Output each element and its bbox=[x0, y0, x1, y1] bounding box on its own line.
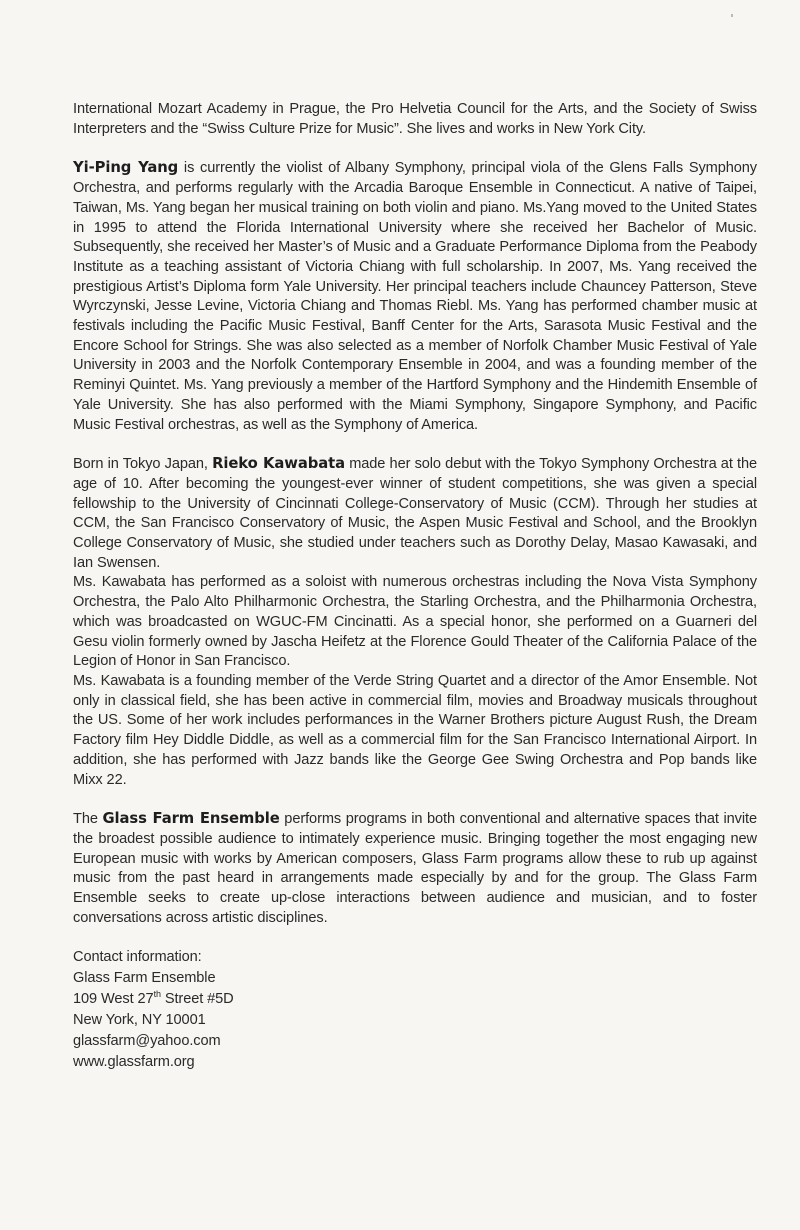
kawabata-bio-paragraph-1 bbox=[73, 454, 757, 573]
street-rest: Street #5D bbox=[160, 991, 234, 1008]
contact-org: Glass Farm Ensemble bbox=[73, 970, 216, 987]
ensemble-name: Glass Farm Ensemble bbox=[102, 810, 280, 828]
contact-city: New York, NY 10001 bbox=[73, 1012, 206, 1029]
page-mark bbox=[731, 14, 733, 17]
kawabata-bio-paragraph-3 bbox=[73, 672, 757, 790]
kawabata-lead: Born in Tokyo Japan, bbox=[73, 456, 213, 473]
yang-bio-text: is currently the violist of Albany Symphony, principal viola of the Glens Falls Symphony Orchestra, and performs regularly with the Arcadia Baroque Ensemble in Connecticut. A native of Taipei, Taiwan, Ms. Yang began her musical training on both violin and piano. Ms.Yang moved to the United States in 1995 to attend the Florida International University where she received her Bachelor of Music. Subsequently, she received her Master’s of Music and a Graduate Performance Diploma from the Peabody Institute as a teaching assistant of Victoria Chiang with full scholarship. In 2007, Ms. Yang received the prestigious Artist’s Diploma form Yale University. Her principal teachers include Chauncey Patterson, Steve Wyrczynski, Jesse Levine, Victoria Chiang and Thomas Riebl. Ms. Yang has performed chamber music at festivals including the Pacific Music Festival, Banff Center for the Arts, Sarasota Music Festival and the Encore School for Strings. She was also selected as a member of Norfolk Chamber Music Festival of Yale University in 2003 and the Norfolk Contemporary Ensemble in 2004, and was a founding member of the Reminyi Quintet. Ms. Yang previously a member of the Hartford Symphony and the Hindemith Ensemble of Yale University. She has also performed with the Miami Symphony, Singapore Symphony, and Pacific Music Festival orchestras, as well as the Symphony of America. bbox=[73, 160, 757, 433]
intro-text: International Mozart Academy in Prague, the Pro Helvetia Council for the Arts, and the Society of Swiss Interpreters and the “Swiss Culture Prize for Music”. She lives and works in New York City. bbox=[73, 101, 757, 137]
ensemble-lead: The bbox=[73, 811, 103, 828]
contact-website[interactable]: www.glassfarm.org bbox=[73, 1054, 195, 1071]
kawabata-bio-text-3: Ms. Kawabata is a founding member of the Verde String Quartet and a director of the Amor Ensemble. Not only in classical field, she has been active in commercial film, movies and Broadway musicals throughout the US. Some of her work includes performances in the Warner Brothers picture August Rush, the Dream Factory film Hey Diddle Diddle, as well as a commercial film for the San Francisco International Airport. In addition, she has performed with Jazz bands like the George Gee Swing Orchestra and Pop bands like Mixx 22. bbox=[73, 672, 757, 788]
street-suffix: th bbox=[153, 989, 161, 1000]
kawabata-bio-text-1: made her solo debut with the Tokyo Symphony Orchestra at the age of 10. After becoming the youngest-ever winner of student competitions, she was given a special fellowship to the University of Cincinnati College-Conservatory of Music (CCM). Through her studies at CCM, the San Francisco Conservatory of Music, the Aspen Music Festival and School, and the Brooklyn College Conservatory of Music, she studied under teachers such as Dorothy Delay, Masao Kawasaki, and Ian Swensen. bbox=[73, 456, 758, 571]
contact-street bbox=[73, 989, 757, 1010]
street-number: 109 West 27 bbox=[73, 991, 154, 1008]
yang-name: Yi-Ping Yang bbox=[73, 159, 179, 177]
ensemble-paragraph bbox=[73, 809, 757, 928]
ensemble-text: performs programs in both conventional and alternative spaces that invite the broadest possible audience to intimately experience music. Bringing together the most engaging new European music with works by American composers, Glass Farm programs allow these to rub up against music from the past heard in arrangements made especially by and for the group. The Glass Farm Ensemble seeks to create up-close interactions between audience and musician, and to foster conversations across artistic disciplines. bbox=[73, 811, 757, 926]
contact-heading: Contact information: bbox=[73, 949, 202, 966]
kawabata-name: Rieko Kawabata bbox=[212, 455, 345, 473]
program-page bbox=[73, 100, 757, 1073]
intro-paragraph bbox=[73, 100, 757, 139]
kawabata-bio-text-2: Ms. Kawabata has performed as a soloist with numerous orchestras including the Nova Vista Symphony Orchestra, the Palo Alto Philharmonic Orchestra, the Starling Orchestra, and the Philharmonia Orchestra, which was broadcasted on WGUC-FM Cincinatti. As a special honor, she performed on a Guarneri del Gesu violin formerly owned by Jascha Heifetz at the Florence Gould Theater of the California Palace of the Legion of Honor in San Francisco. bbox=[73, 574, 757, 670]
contact-block bbox=[73, 947, 757, 1073]
kawabata-bio-paragraph-2 bbox=[73, 573, 757, 672]
yang-bio-paragraph bbox=[73, 158, 757, 435]
contact-email[interactable]: glassfarm@yahoo.com bbox=[73, 1033, 221, 1050]
